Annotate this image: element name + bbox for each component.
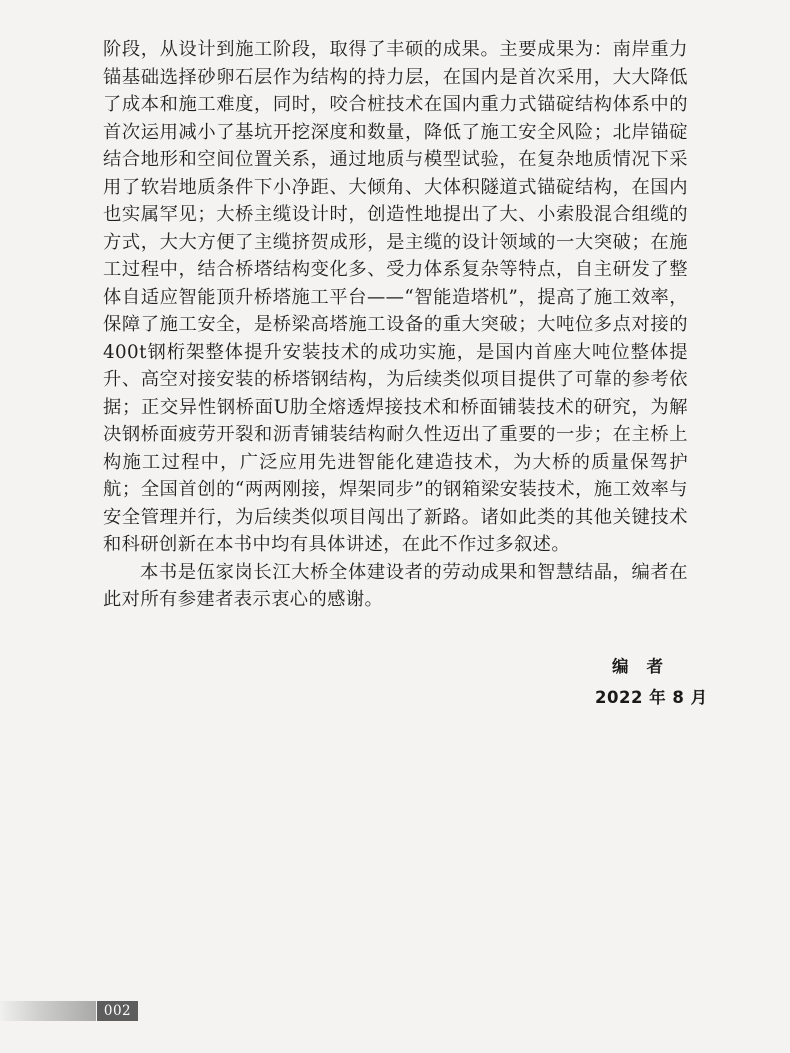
signature-date: 2022 年 8 月 (595, 688, 708, 707)
footer-decoration-bar (0, 1001, 96, 1021)
body-paragraph: 本书是伍家岗长江大桥全体建设者的劳动成果和智慧结晶，编者在此对所有参建者表示衷心的感谢。 (103, 561, 688, 610)
body-paragraph: 阶段，从设计到施工阶段，取得了丰硕的成果。主要成果为：南岸重力锚基础选择砂卵石层作为结构的持力层，在国内是首次采用，大大降低了成本和施工难度，同时，咬合桩技术在国内重力式锚碇结构体系中的首次运用减小了基坑开挖深度和数量，降低了施工安全风险；北岸锚碇结合地形和空间位置关系，通过地质与模型试验，在复杂地质情况下采用了软岩地质条件下小净距、大倾角、大体积隧道式锚碇结构，在国内也实属罕见；大桥主缆设计时，创造性地提出了大、小索股混合组缆的方式，大大方便了主缆挤贺成形，是主缆的设计领域的一大突破；在施工过程中，结合桥塔结构变化多、受力体系复杂等特点，自主研发了整体自适应智能顶升桥塔施工平台——“智能造塔机”，提高了施工效率，保障了施工安全，是桥梁高塔施工设备的重大突破；大吨位多点对接的400t钢桁架整体提升安装技术的成功实施，是国内首座大吨位整体提升、高空对接安装的桥塔钢结构，为后续类似项目提供了可靠的参考依据；正交异性钢桥面U肋全熔透焊接技术和桥面铺装技术的研究，为解决钢桥面疲劳开裂和沥青铺装结构耐久性迈出了重要的一步；在主桥上构施工过程中，广泛应用先进智能化建造技术，为大桥的质量保驾护航；全国首创的“两两刚接，焊架同步”的钢箱梁安装技术，施工效率与安全管理并行，为后续类似项目闯出了新路。诸如此类的其他关键技术和科研创新在本书中均有具体讲述，在此不作过多叙述。 (103, 39, 688, 555)
author-signature: 编者 (612, 657, 681, 676)
main-text (103, 36, 688, 614)
page-number: 002 (97, 1001, 138, 1021)
